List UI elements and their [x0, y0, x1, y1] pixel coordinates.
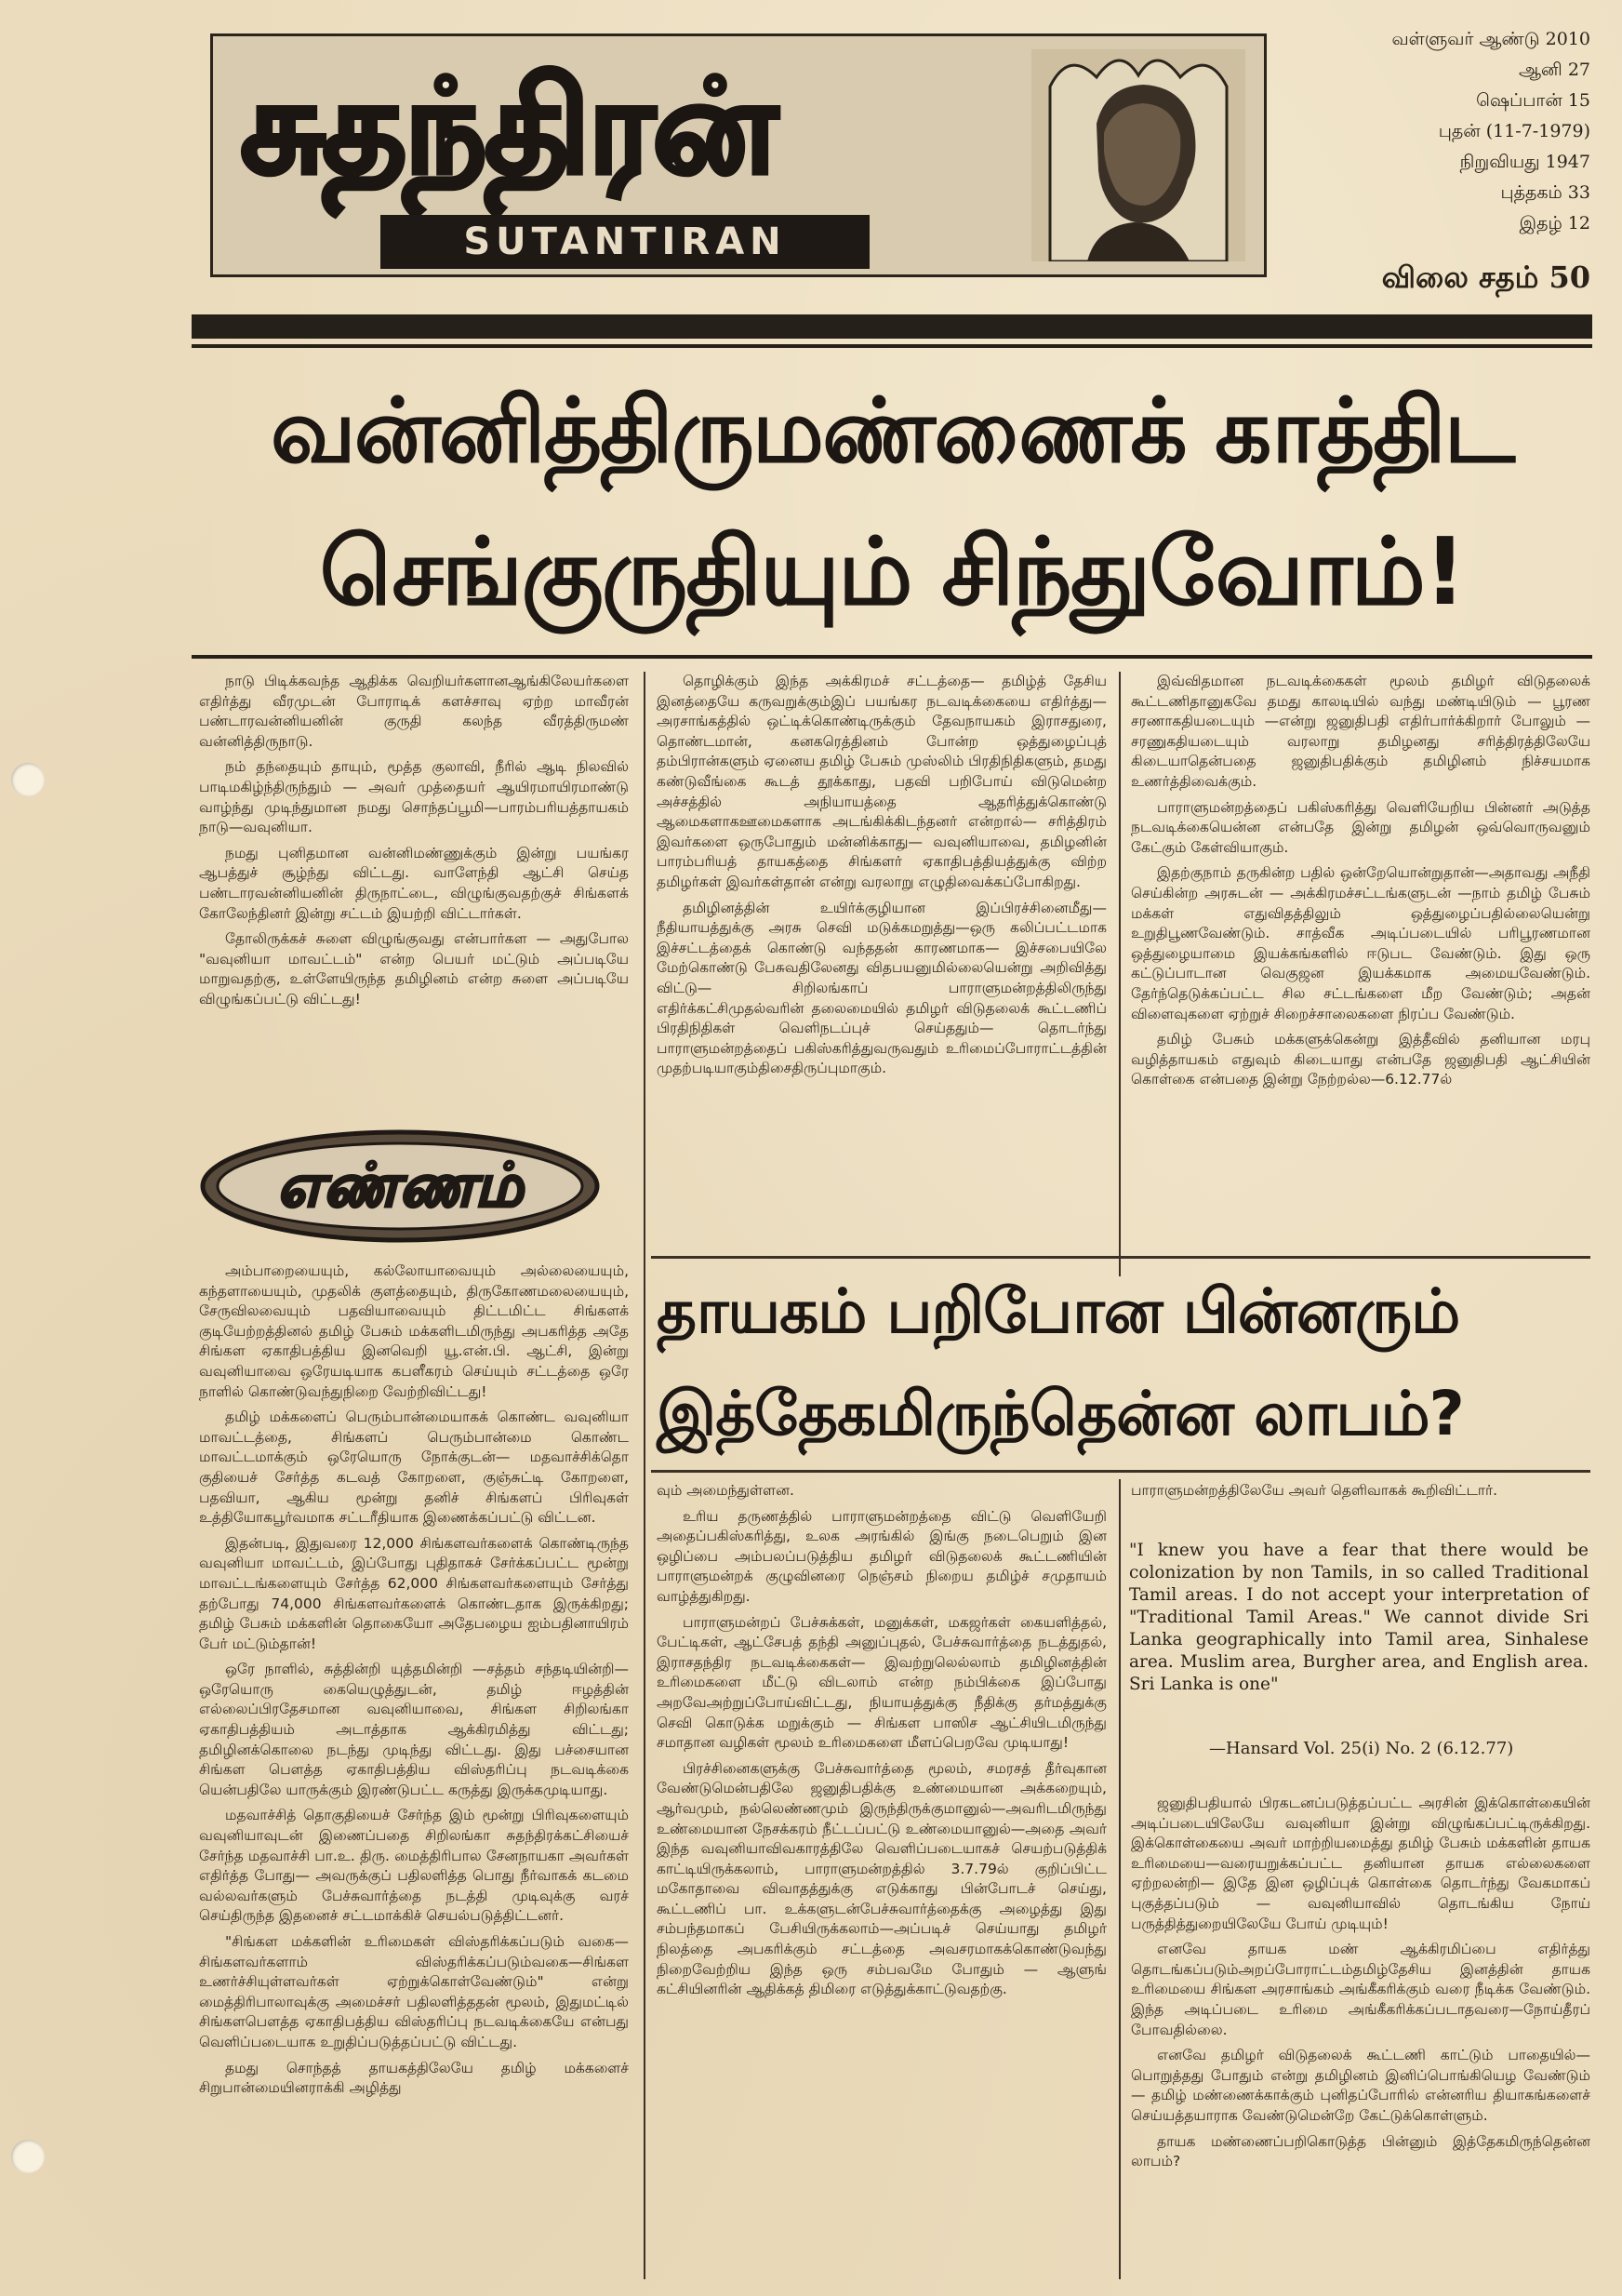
paragraph: பாராளுமன்றத்தைப் பகிஸ்கரித்து வெளியேறிய பின்னர் அடுத்த நடவடிக்கையென்ன என்பதே இன்று தமிழன் ஒவ்வொருவனும் கேட்கும் கேள்வியாகும்.	[1131, 798, 1590, 856]
portrait-image	[1031, 49, 1245, 261]
ennam-logo	[195, 1126, 605, 1247]
issue-line: இதழ் 12	[1519, 213, 1590, 234]
paragraph: நாடு பிடிக்கவந்த ஆதிக்க வெறியர்களானஆங்கிலேயர்களை எதிர்த்து வீரமுடன் போராடிக் களச்சாவு ஏற்ற மாவீரன் பண்டாரவன்னியனின் குருதி கலந்த வீரத்திருமண் வன்னித்திருநாடு.	[199, 673, 629, 750]
paragraph: தமிழினத்தின் உயிர்க்குழியான இப்பிரச்சினைமீது— நீதியாயத்துக்கு அரசு செவி மடுக்கமறுத்து—ஒரு கலிப்பட்டமாக இச்சட்டத்தைக் கொண்டு வந்ததன் காரணமாக— இச்சபையிலே மேற்கொண்டு பேசுவதிலேனது விதபயனுமில்லையென்று அறிவித்து விட்டு— சிறிலங்காப் பாராளுமன்றத்திலிருந்து எதிர்க்கட்சிமுதல்வரின் தலைமையில் தமிழர் விடுதலைக் கூட்டணிப் பிரதிநிதிகள் வெளிநடப்புச் செய்ததும்— தொடர்ந்து பாராளுமன்றத்தைப் பகிஸ்கரித்துவருவதும் உரிமைப்போராட்டத்தின் முதற்படியாகும்திசைதிருப்புமாகும்.	[657, 899, 1107, 1077]
paragraph: உரிய தருணத்தில் பாராளுமன்றத்தை விட்டு வெளியேறி அதைப்பகிஸ்கரித்து, உலக அரங்கில் இங்கு நடைபெறும் இன ஒழிப்பை அம்பலப்படுத்திய தமிழர் விடுதலைக் கூட்டணியின் பாராளுமன்றக் குழுவினரை நெஞ்சம் நிறைய தமிழ்ச் சமுதாயம் வாழ்த்துகிறது.	[657, 1507, 1107, 1605]
article-column-middle-bottom	[657, 1481, 1107, 2285]
sub-headline-line1: தாயகம் பறிபோன பின்னரும்	[657, 1275, 1460, 1347]
paragraph: இவ்விதமான நடவடிக்கைகள் மூலம் தமிழர் விடுதலைக் கூட்டணிதானுகவே தமது காலடியில் வந்து மண்டியிடும் — பூரண சரணாகதியடையும் —என்று ஜனுதிபதி எதிர்பார்க்கிறார் போலும் — சரணுகதியடையும் வரலாறு தமிழனது சரித்திரத்திலேயே கிடையாதென்பதை ஜனுதிபதிக்கும் தமிழினம் நிச்சயமாக உணர்த்திவைக்கும்.	[1131, 673, 1590, 790]
paragraph: தோலிருக்கச் சுளை விழுங்குவது என்பார்கள — அதுபோல "வவுனியா மாவட்டம்" என்ற பெயர் மட்டும் அப்படியே மாறுவதற்கு, உள்ளேயிருந்த தமிழினம் என்ற சுளை அப்படியே விழுங்கப்பட்டு விட்டது!	[199, 930, 629, 1008]
article-column-left-bottom	[199, 1261, 629, 2285]
sub-headline-line2: இத்தேகமிருந்தென்ன லாபம்?	[657, 1378, 1464, 1449]
punch-hole-bottom	[11, 2140, 45, 2173]
paragraph: தமிழ் பேசும் மக்களுக்கென்று இத்தீவில் தனியான மரபு வழித்தாயகம் எதுவும் கிடையாது என்பதே ஜனுதிபதி ஆட்சியின் கொள்கை என்பதை இன்று நேற்றல்ல—6.12.77ல்	[1131, 1031, 1590, 1088]
issue-line: நிறுவியது 1947	[1459, 152, 1590, 172]
paragraph: ஜனுதிபதியால் பிரகடனப்படுத்தப்பட்ட அரசின் இக்கொள்கையின் அடிப்படையிலேயே வவுனியா இன்று விழுங்கப்பட்டிருக்கிறது. இக்கொள்கையை அவர் மாற்றியமைத்து தமிழ் பேசும் மக்களின் தாயக உரிமையை—வரையறுக்கப்பட்ட தனியான தாயக எல்லைகளை ஏற்றலன்றி— இதே இன ஒழிப்புக் கொள்கை தொடர்ந்து வேகமாகப் புகுத்தப்படும் — வவுனியாவில் தொடங்கிய நோய் பருத்தித்துறையிலேயே போய் முடியும்!	[1131, 1795, 1590, 1932]
paragraph: எனவே தமிழர் விடுதலைக் கூட்டணி காட்டும் பாதையில்—பொறுத்தது போதும் என்று தமிழினம் இனிப்பொங்கியெழ வேண்டும்— தமிழ் மண்ணைக்காக்கும் புனிதப்போரில் என்னரிய தியாகங்களைச் செய்யத்தயாராக வேண்டுமென்றே கேட்டுக்கொள்ளும்.	[1131, 2047, 1590, 2124]
punch-hole-top	[11, 763, 45, 796]
subheadline-rule	[651, 1256, 1590, 1259]
paragraph: "சிங்கள மக்களின் உரிமைகள் விஸ்தரிக்கப்படும் வகை—சிங்களவர்களாம் விஸ்தரிக்கப்படும்வகை—சிங்கள உணர்ச்சியுள்ளவர்கள் ஏற்றுக்கொள்வேண்டும்" என்று மைத்திரிபாலாவுக்கு அமைச்சர் பதிலளித்ததன் மூலம், இதுமட்டில் சிங்களபௌத்த ஏகாதிபத்திய விஸ்தரிப்பு நடவடிக்கையே என்பது வெளிப்படையாக உறுதிப்படுத்தப்பட்டு விட்டது.	[199, 1933, 629, 2050]
headline-rule-bottom	[192, 655, 1592, 659]
paragraph: தமது சொந்தத் தாயகத்திலேயே தமிழ் மக்களைச் சிறுபான்மையினராக்கி அழித்து	[199, 2059, 629, 2097]
subheadline-rule	[651, 1470, 1590, 1473]
issue-line: ஷெப்பான் 15	[1476, 90, 1590, 111]
paragraph: நமது புனிதமான வன்னிமண்ணுக்கும் இன்று பயங்கர ஆபத்துச் சூழ்ந்து விட்டது. வாளேந்தி ஆட்சி செய்த பண்டாரவன்னியனின் திருநாட்டை, விழுங்குவதற்குச் சிங்களக் கோலேந்தினர் இன்று சட்டம் இயற்றி விட்டார்கள்.	[199, 844, 629, 922]
article-column-left-top	[199, 672, 629, 1109]
ennam-logo-text: எண்ணம்	[276, 1152, 524, 1221]
paragraph: பிரச்சினைகளுக்கு பேச்சுவார்த்தை மூலம், சமரசத் தீர்வுகான வேண்டுமென்பதிலே ஜனுதிபதிக்கு உண்மையான அக்கறையும், ஆர்வமும், நல்லெண்ணமும் இருந்திருக்குமானுல்—அவரிடமிருந்து உண்மையான நேசக்கரம் நீட்டப்பட்டு உண்மையானுல்—அதை அவர் இந்த வவுனியாவிவகாரத்திலே வெளிப்படையாகச் செயற்படுத்திக் காட்டியிருக்கலாம், பாராளுமன்றத்தில் 3.7.79ல் குறிப்பிட்ட மகோதாவை விவாதத்துக்கு எடுக்காது பின்போடச் செய்து, கூட்டணிப் பா. உக்களுடன்பேச்சுவார்த்தைக்கு அழைத்து இது சம்பந்தமாகப் பேசியிருக்கலாம்—அப்படிச் செய்யாது தமிழர் நிலத்தை அபகரிக்கும் சட்டத்தை அவசரமாகக்கொண்டுவந்து நிறைவேற்றிய இந்த ஒரு சம்பவமே போதும் — ஆளுங் கட்சியினரின் ஆதிக்கத் திமிரை எடுத்துக்காட்டுவதற்கு.	[657, 1759, 1107, 1998]
headline-rule-top-thin	[192, 344, 1592, 348]
article-column-middle-top	[657, 672, 1107, 1239]
paragraph: பாராளுமன்றப் பேச்சுக்கள், மனுக்கள், மகஜர்கள் கையளித்தல், பேட்டிகள், ஆட்சேபத் தந்தி அனுப்புதல், பேச்சுவார்த்தை நடத்துதல், இராசதந்திர நடவடிக்கைகள்— இவற்றுலெல்லாம் தமிழினத்தின் உரிமைகளை மீட்டு விடலாம் என்ற நம்பிக்கை இப்போது அறவேஅற்றுப்போய்விட்டது, நியாயத்துக்கு நீதிக்கு தர்மத்துக்கு செவி கொடுக்க மறுக்கும் — சிங்கள பாஸிச ஆட்சியிடமிருந்து சமாதான வழிகள் மூலம் உரிமைகளை மீளப்பெறவே முடியாது!	[657, 1613, 1107, 1752]
paragraph: அம்பாறையையும், கல்லோயாவையும் அல்லையையும், கந்தளாயையும், முதலிக் குளத்தையும், திருகோணமலையையும், சேருவிலவையும் பதவியாவையும் திட்டமிட்ட சிங்களக் குடியேற்றத்தினல் தமிழ் பேசும் மக்களிடமிருந்து அபகரித்த அதே சிங்கள ஏகாதிபத்திய இனவெறி யூ.என்.பி. ஆட்சி, இன்று வவுனியாவை ஒரேயடியாக கபளீகரம் செய்யும் சட்டத்தை ஒரே நாளில் கொண்டுவந்துநிறை வேற்றிவிட்டது!	[199, 1262, 629, 1400]
masthead-title: சுதந்திரன்	[241, 52, 776, 202]
hansard-citation: —Hansard Vol. 25(i) No. 2 (6.12.77)	[1209, 1739, 1514, 1758]
paragraph: இதற்குநாம் தருகின்ற பதில் ஒன்றேயொன்றுதான்—அதாவது அநீதி செய்கின்ற அரசுடன் — அக்கிரமச்சட்டங்களுடன் —நாம் தமிழ் பேசும் மக்கள் எதுவிதத்திலும் ஒத்துழைப்பதில்லையென்று உறுதிபூணவேண்டும். சாத்வீக அடிப்படையில் பரிபூரணமான ஒத்துழையாமை இயக்கங்களில் ஈடுபட வேண்டும். இது ஒரு கட்டுப்பாடான வெகுஜன இயக்கமாக அமையவேண்டும். தேர்ந்தெடுக்கப்பட்ட சில சட்டங்களை மீற வேண்டும்; அதன் விளைவுகளை ஏற்றுச் சிறைச்சாலைகளை நிரப்ப வேண்டும்.	[1131, 864, 1590, 1022]
masthead-latin-box	[380, 215, 870, 269]
paragraph: மதவாச்சித் தொகுதியைச் சேர்ந்த இம் மூன்று பிரிவுகளையும் வவுனியாவுடன் இணைப்பதை சிறிலங்கா சுதந்திரக்கட்சியைச் சேர்ந்த மதவாச்சி பா.உ. திரு. மைத்திரிபால சேனநாயகா அவர்கள் எதிர்த்த போது— அவருக்குப் பதிலளித்த பொது நீர்வாகக் கடமை வல்லவர்களும் பேச்சுவார்த்தை நடத்தி முடிவுக்கு வரச் செய்திருந்த இதனைச் சட்டமாக்கிச் செயல்படுத்திட்டனர்.	[199, 1807, 629, 1925]
main-headline-line2: செங்குருதியும் சிந்துவோம்!	[319, 517, 1465, 626]
issue-line: ஆனி 27	[1519, 60, 1590, 80]
masthead-latin-title: SUTANTIRAN	[463, 220, 787, 263]
masthead	[210, 33, 1267, 277]
paragraph: நம் தந்தையும் தாயும், மூத்த குலாவி, நீரில் ஆடி நிலவில் பாடிமகிழ்ந்திருந்தும் — அவர் முத்தையர் ஆயிரமாயிரமாண்டு வாழ்ந்து முடிந்துமான நமது சொந்தப்பூமி—பாரம்பரியத்தாயகம் நாடு—வவுனியா.	[199, 758, 629, 836]
issue-details	[1321, 24, 1590, 239]
paragraph: வும் அமைந்துள்ளன.	[657, 1482, 794, 1499]
issue-line: வள்ளுவர் ஆண்டு 2010	[1391, 29, 1590, 49]
issue-line: புத்தகம் 33	[1500, 182, 1590, 203]
price: விலை சதம் 50	[1381, 260, 1590, 295]
paragraph: தமிழ் மக்களைப் பெரும்பான்மையாகக் கொண்ட வவுனியா மாவட்டத்தை, சிங்களப் பெரும்பான்மை கொண்ட மாவட்டமாக்கும் ஒரேயொரு நோக்குடன்— மதவாச்சிக்தொ குதியைச் சேர்த்த கடவத் கோறளை, குஞ்சுட்டி கோறளை, பதவியா, ஆகிய மூன்று தனிச் சிங்களப் பிரிவுகள் உத்தியோகபூர்வமாக சட்டரீதியாக இணைக்கப்பட்டு விட்டன.	[199, 1408, 629, 1527]
article-column-right-bottom	[1131, 1794, 1590, 2285]
article-column-right-top	[1131, 672, 1590, 1239]
paragraph: தாயக மண்ணைப்பறிகொடுத்த பின்னும் இத்தேகமிருந்தென்ன லாபம்?	[1131, 2132, 1590, 2170]
paragraph: தொழிக்கும் இந்த அக்கிரமச் சட்டத்தை— தமிழ்த் தேசிய இனத்தையே கருவறுக்கும்இப் பயங்கர நடவடிக்கையை எதிர்த்து— அரசாங்கத்தில் ஒட்டிக்கொண்டிருக்கும் தேவநாயகம் இராசதுரை, தொண்டமான், கனகரெத்தினம் போன்ற ஒத்துழைப்புத் தம்பிரான்களும் ஏனைய தமிழ் பேசும் முஸ்லிம் பிரதிநிதிகளும், தமது கண்டுவீங்கை கூடத் தூக்காது, பதவி பறிபோய் விடுமென்ற அச்சத்தில் அநியாயத்தை ஆதரித்துக்கொண்டு ஆமைகளாகஊமைகளாக அடங்கிக்கிடந்தனர் என்றால்— சரித்திரம் இவர்களை ஒருபோதும் மன்னிக்காது— வவுனியாவை, தமிழனின் பாரம்பரியத் தாயகத்தை சிங்களர் ஏகாதிபத்தியத்துக்கு விற்ற தமிழர்கள் இவர்கள்தான் என்று வரலாறு எழுதிவைக்கப்போகிறது.	[657, 673, 1107, 890]
paragraph: பாராளுமன்றத்திலேயே அவர் தெளிவாகக் கூறிவிட்டார்.	[1131, 1482, 1498, 1499]
column-divider	[644, 1479, 645, 2279]
hansard-quote: "I knew you have a fear that there would be colonization by non Tamils, in so called Traditional Tamil areas. I do not accept your interpretation of "Traditional Tamil Areas." We cannot divide Sri Lanka geographically into Tamil area, Sinhalese area. Muslim area, Burgher area, and English area. Sri Lanka is one"	[1129, 1541, 1589, 1694]
column-divider	[1119, 1479, 1121, 2279]
issue-line: புதன் (11-7-1979)	[1438, 121, 1590, 141]
paragraph: எனவே தாயக மண் ஆக்கிரமிப்பை எதிர்த்து தொடங்கப்படும்அறப்போராட்டம்தமிழ்தேசிய இனத்தின் தாயக உரிமையை சிங்கள அரசாங்கம் அங்கீகரிக்கும் வரை நீடிக்க வேண்டும். இந்த அடிப்படை உரிமை அங்கீகரிக்கப்படாதவரை—நோய்தீரப் போவதில்லை.	[1131, 1941, 1590, 2038]
headline-rule-top	[192, 314, 1592, 339]
column-divider	[1119, 672, 1121, 1276]
main-headline-line1: வன்னித்திருமண்ணைக் காத்திட	[270, 379, 1514, 483]
article-column-right-bottom-intro	[1131, 1481, 1590, 1528]
paragraph: ஒரே நாளில், சுத்தின்றி யுத்தமின்றி —சத்தம் சந்தடியின்றி— ஒரேயொரு கையெழுத்துடன், தமிழ் ஈழத்தின் எல்லைப்பிரதேசமான வவுனியாவை, சிங்கள சிறிலங்கா ஏகாதிபத்தியம் அடாத்தாக ஆக்கிரமித்து விட்டது; தமிழினக்கொலை நடந்து முடிந்து விட்டது. இது பச்சையான சிங்கள பௌத்த ஏகாதிபத்திய விஸ்தரிப்பு நடவடிக்கை யென்பதிலே யாருக்கும் இரண்டுபட்ட கருத்து இருக்கமுடியாது.	[199, 1661, 629, 1798]
paragraph: இதன்படி, இதுவரை 12,000 சிங்களவர்களைக் கொண்டிருந்த வவுனியா மாவட்டம், இப்போது புதிதாகச் சேர்க்கப்பட்ட மூன்று மாவட்டங்களையும் சேர்த்த 62,000 சிங்களவர்களையும் சேர்த்து தற்போது 74,000 சிங்களவர்களைக் கொண்டதாக இருக்கிறது; தமிழ் பேசும் மக்களின் தொகையோ அதேபழைய ஐம்பதினாயிரம் பேர் மட்டும்தான்!	[199, 1534, 629, 1652]
